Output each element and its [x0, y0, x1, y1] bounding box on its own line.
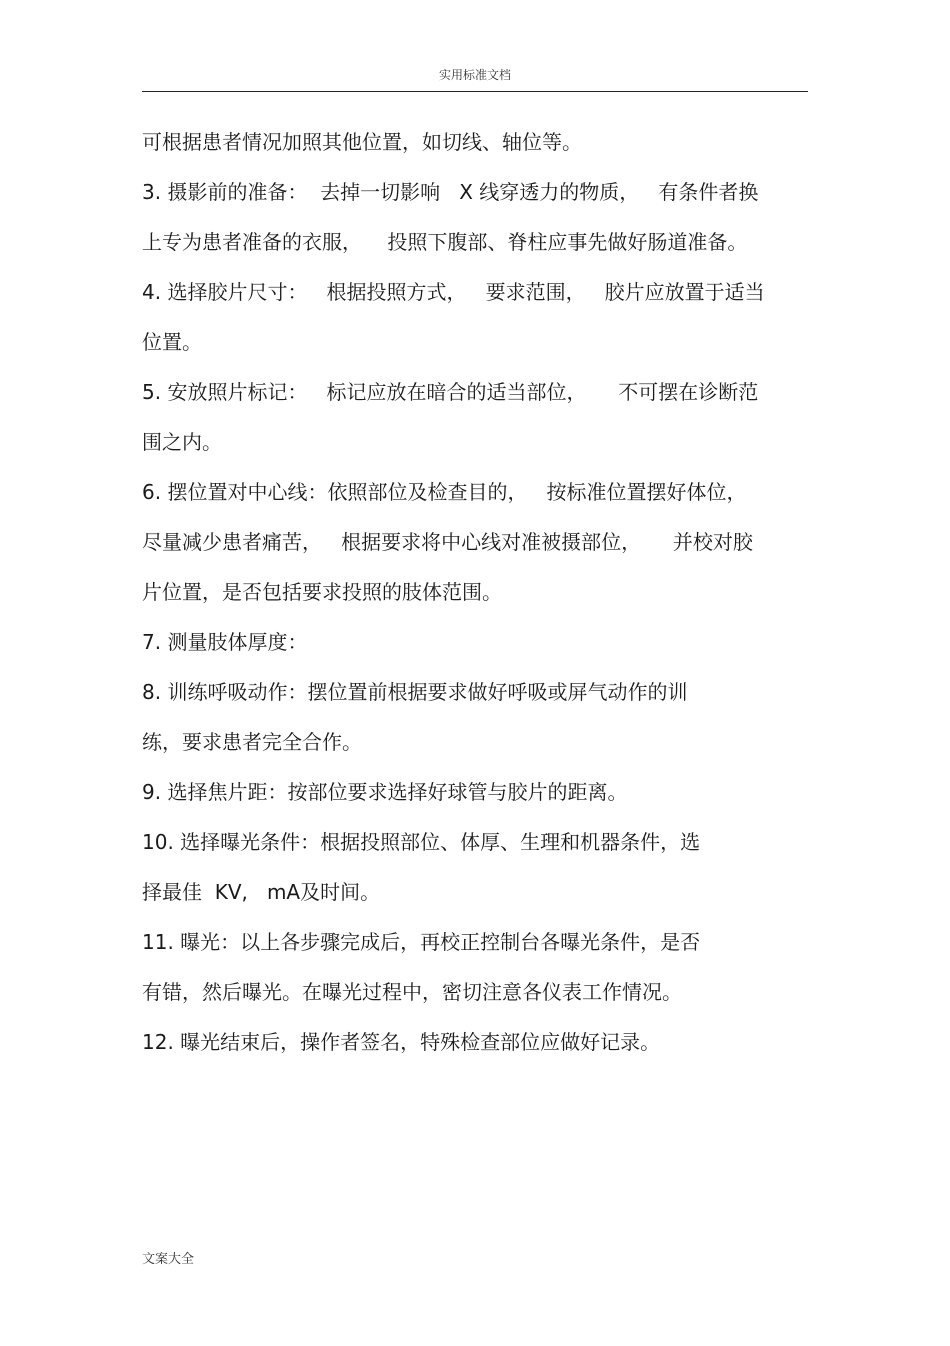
- page-header: 实用标准文档: [438, 68, 511, 82]
- text-line: 11. 曝光：以上各步骤完成后，再校正控制台各曝光条件，是否: [142, 930, 701, 954]
- text-line: 上专为患者准备的衣服， 投照下腹部、脊柱应事先做好肠道准备。: [142, 230, 748, 254]
- text-line: 有错，然后曝光。在曝光过程中，密切注意各仪表工作情况。: [142, 980, 682, 1004]
- text-line: 片位置，是否包括要求投照的肢体范围。: [142, 580, 502, 604]
- text-line: 8. 训练呼吸动作：摆位置前根据要求做好呼吸或屏气动作的训: [142, 680, 688, 704]
- text-line: 尽量减少患者痛苦， 根据要求将中心线对准被摄部位， 并校对胶: [142, 530, 753, 554]
- text-line: 6. 摆位置对中心线：依照部位及检查目的， 按标准位置摆好体位，: [142, 480, 747, 504]
- text-line: 围之内。: [142, 430, 222, 454]
- text-line: 7. 测量肢体厚度：: [142, 630, 308, 654]
- text-line: 择最佳 KV, mA及时间。: [142, 880, 381, 904]
- text-line: 3. 摄影前的准备： 去掉一切影响 X 线穿透力的物质， 有条件者换: [142, 180, 759, 204]
- text-line: 9. 选择焦片距：按部位要求选择好球管与胶片的距离。: [142, 780, 628, 804]
- text-line: 位置。: [142, 330, 202, 354]
- text-line: 5. 安放照片标记： 标记应放在暗合的适当部位， 不可摆在诊断范: [142, 380, 759, 404]
- text-line: 10. 选择曝光条件：根据投照部位、体厚、生理和机器条件，选: [142, 830, 701, 854]
- text-line: 12. 曝光结束后，操作者签名，特殊检查部位应做好记录。: [142, 1030, 661, 1054]
- text-line: 可根据患者情况加照其他位置，如切线、轴位等。: [142, 130, 582, 154]
- text-line: 练，要求患者完全合作。: [142, 730, 362, 754]
- page-footer: 文案大全: [142, 1252, 195, 1267]
- text-line: 4. 选择胶片尺寸： 根据投照方式， 要求范围， 胶片应放置于适当: [142, 280, 765, 304]
- header-divider: [142, 91, 808, 92]
